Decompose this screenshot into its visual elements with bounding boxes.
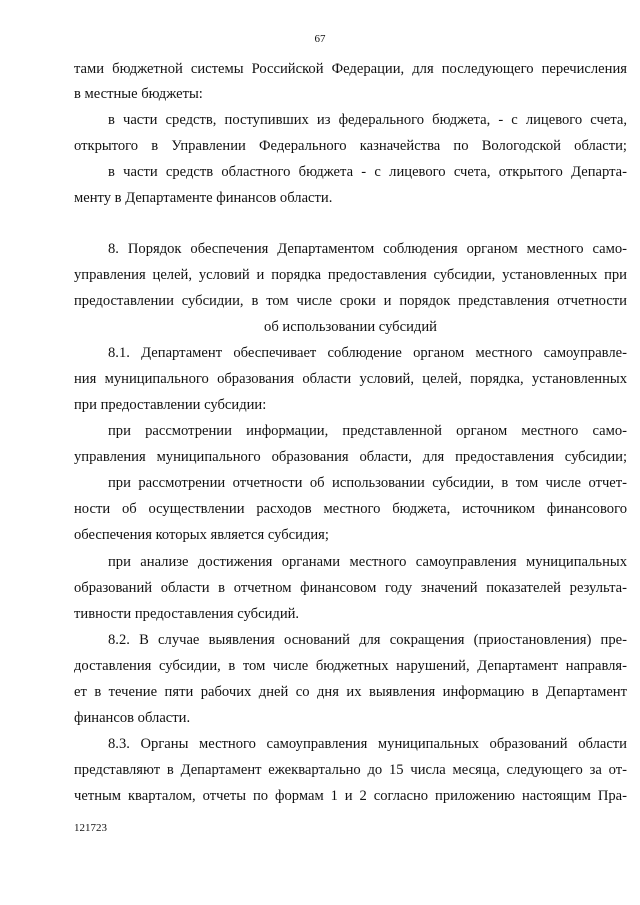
text-line: ности об осуществлении расходов местного бюджета, источником финансового — [74, 501, 627, 517]
text-line: обеспечения которых является субсидия; — [74, 527, 329, 543]
text-line: в части средств, поступивших из федерального бюджета, - с лицевого счета, — [108, 112, 627, 128]
text-line: ет в течение пяти рабочих дней со дня их выявления информацию в Департамент — [74, 684, 627, 700]
text-line: менту в Департаменте финансов области. — [74, 190, 333, 206]
text-line: доставления субсидии, в том числе бюджетных нарушений, Департамент направля- — [74, 658, 627, 674]
document-code: 121723 — [74, 822, 107, 834]
text-line: при предоставлении субсидии: — [74, 397, 267, 413]
text-line: 8.2. В случае выявления оснований для сокращения (приостановления) пре- — [108, 632, 627, 648]
text-line: в местные бюджеты: — [74, 86, 203, 102]
text-line: четным кварталом, отчеты по формам 1 и 2 согласно приложению настоящим Пра- — [74, 788, 627, 804]
page-number: 67 — [314, 33, 326, 45]
section-heading-line: 8. Порядок обеспечения Департаментом соблюдения органом местного само- — [108, 241, 627, 257]
text-line: тами бюджетной системы Российской Федерации, для последующего перечисления — [74, 61, 627, 77]
text-line: ния муниципального образования области условий, целей, порядка, установленных — [74, 371, 627, 387]
text-line: при анализе достижения органами местного самоуправления муниципальных — [108, 554, 627, 570]
text-line: представляют в Департамент ежеквартально до 15 числа месяца, следующего за от- — [74, 762, 627, 778]
text-line: финансов области. — [74, 710, 191, 726]
text-line: при рассмотрении отчетности об использовании субсидии, в том числе отчет- — [108, 475, 627, 491]
text-line: при рассмотрении информации, представленной органом местного само- — [108, 423, 627, 439]
text-line: образований области в отчетном финансовом году значений показателей результа- — [74, 580, 627, 596]
text-line: 8.3. Органы местного самоуправления муниципальных образований области — [108, 736, 627, 752]
section-heading-line: управления целей, условий и порядка предоставления субсидии, установленных при — [74, 267, 627, 283]
text-line: 8.1. Департамент обеспечивает соблюдение органом местного самоуправле- — [108, 345, 627, 361]
text-line: тивности предоставления субсидий. — [74, 606, 300, 622]
section-heading-line: об использовании субсидий — [264, 319, 437, 335]
text-line: открытого в Управлении Федерального казначейства по Вологодской области; — [74, 138, 627, 154]
section-heading-line: предоставлении субсидии, в том числе сроки и порядок представления отчетности — [74, 293, 627, 309]
text-line: управления муниципального образования области, для предоставления субсидии; — [74, 449, 627, 465]
text-line: в части средств областного бюджета - с лицевого счета, открытого Департа- — [108, 164, 627, 180]
